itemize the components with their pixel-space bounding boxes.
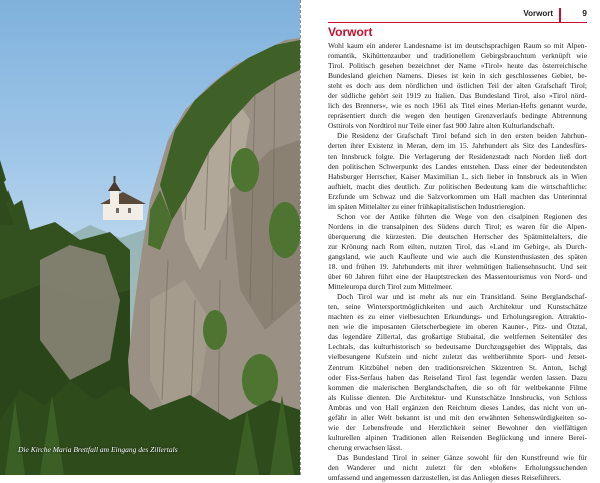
page-number: 9	[582, 8, 587, 18]
text-line: derten ihrer Existenz in Meran, dem im 15. Jahrhundert als Sitz des Landesfürs-	[328, 141, 587, 151]
text-line: als Kulisse dienten. Die Architektur- und Kunstschätze Innsbrucks, von Schloss	[328, 392, 587, 402]
text-line: machten es zu einer vielbesuchten Erkundungs- und Erholungsregion. Attraktio-	[328, 312, 587, 322]
text-line: Wohl kaum ein anderer Landesname ist im deutschsprachigen Raum so mit Alpen-	[328, 41, 587, 50]
text-line: Die Residenz der Grafschaft Tirol befand sich in den ersten beiden Jahrhun-	[337, 131, 587, 141]
text-page	[301, 0, 600, 483]
text-line: den politischen Schwerpunkt des Landes entstehen. Dass einer der bedeutendsten	[328, 161, 587, 171]
text-line: steht es doch aus dem nördlichen und östlichen Teil der alten Grafschaft Tirol;	[328, 81, 587, 91]
text-line: überquerung die kürzesten. Die deutschen Herrscher des Spätmittelalters, die	[328, 231, 587, 241]
text-line: wie der Lebensfreude und Herzlichkeit seiner Bewohner den vielfältigen	[328, 422, 587, 432]
running-head-title: Vorwort	[523, 9, 553, 18]
text-line: Tirol. Politisch gesehen bezeichnet der Name »Tirol« heute das österreichische	[328, 61, 587, 71]
text-line: vielbesungene Kufstein und nicht zuletzt das weltberühmte Sport- und Jetset-	[328, 352, 587, 362]
text-line: umfassend und angemessen darzustellen, ist das Anliegen dieses Reiseführers.	[328, 473, 561, 483]
text-line: aufhielt, macht dies deutlich. Zur politischen Bedeutung kam die wirtschaftliche:	[328, 181, 587, 191]
text-line: gangsland, wie auch Kaufleute und wie auch die Kunstenthusiasten des späten	[328, 251, 587, 261]
body-text	[328, 41, 587, 483]
chapter-title: Vorwort	[328, 25, 373, 39]
text-line: Ambras und von Hall ergänzen den Reichtum dieses Landes, das nicht von un-	[328, 402, 587, 412]
text-line: Mitteleuropa durch Tirol zum Mittelmeer.	[328, 282, 453, 292]
text-line: gefähr in aller Welt bekannt ist und mit den erwähnten Sehenswürdigkeiten so-	[328, 412, 587, 422]
text-line: ten, seine Wintersportmöglichkeiten und auch Architektur und Kunstschätze	[328, 302, 587, 312]
text-line: der südliche gehört seit 1919 zu Italien. Das Bundesland Tirol, also »Tirol nörd-	[328, 91, 587, 101]
text-line: Das Bundesland Tirol in seiner Gänze sowohl für den Kunstfreund wie für	[337, 452, 587, 462]
text-line: Bundesland gleichen Namens. Dieses ist kein in sich geschlossenes Gebiet, be-	[328, 71, 587, 81]
photo-illustration	[0, 0, 300, 475]
text-line: Osttirols von Nordtirol nur Teile einer fast 900 Jahre alten Kulturlandschaft.	[328, 121, 555, 131]
text-line: Schon vor der Antike führten die Wege von den cisalpinen Regionen des	[337, 211, 587, 221]
text-line: cherung erwachsen lässt.	[328, 442, 403, 452]
text-line: 18. und frühen 19. Jahrhunderts mit ihrer wehmütigen Italiensehnsucht. Und seit	[328, 262, 587, 272]
text-line: das legendäre Zillertal, das großartige Stubaital, die weltfernen Seitentäler des	[328, 332, 587, 342]
text-line: den Wanderer und nicht zuletzt für den »bloßen« Erholungssuchenden	[328, 462, 587, 472]
photo-caption: Die Kirche Maria Brettfall am Eingang des Zillertals	[18, 445, 178, 454]
text-line: Lechtals, das kulturhistorisch so bedeutsame Durchzugsgebiet des Wipptals, das	[328, 342, 587, 352]
text-line: ten Innsbruck folgte. Die Verlagerung der Residenzstadt nach Norden ließ dort	[328, 151, 587, 161]
text-line: Habsburger Herrscher, Kaiser Maximilian I., sich lieber in Innsbruck als in Wien	[328, 171, 587, 181]
church	[100, 176, 146, 220]
text-line: oder Fiss-Serfaus haben das Reiseland Tirol fast legendär werden lassen. Dazu	[328, 372, 587, 382]
text-line: im späten Mittelalter zu einer frühkapitalistischen Industrieregion.	[328, 201, 526, 211]
text-line: nen wie die imposanten Gletscherbegiete im oberen Kauner-, Pitz- und Ötztal,	[328, 322, 587, 332]
text-line: kommen die malerischen Berglandschaften, die so oft für weltbekannte Filme	[328, 382, 587, 392]
text-line: lich des Brenners«, wie es noch 1961 als Titel eines Merian-Hefts genannt wurde,	[328, 101, 587, 111]
photo-maria-brettfall	[0, 0, 300, 475]
text-line: kulturellen alpinen Traditionen allen Reisenden Beglückung und innere Berei-	[328, 432, 587, 442]
text-line: repräsentiert durch die wegen den heutigen Grenzverlaufs bedingte Abtrennung	[328, 111, 587, 121]
text-line: romantik, Skihüttenzauber und traditionellem Gebirgsbrauchtum verknüpft wie	[328, 51, 587, 61]
text-line: Erzfunde um Schwaz und die Salzvorkommen um Hall machten das Unterinntal	[328, 191, 587, 201]
text-line: Zentrum Kitzbühel neben den traditionsreichen Skizentren St. Anton, Ischgl	[328, 362, 587, 372]
running-head	[328, 8, 587, 23]
running-head-divider	[559, 8, 561, 22]
text-line: Doch Tirol war und ist mehr als nur ein Transitland. Seine Berglandschaf-	[337, 292, 587, 302]
text-line: über 60 Jahren führt eine der Hauptstrecken des Massentourismus von Nord- und	[328, 272, 587, 282]
text-line: zur Krönung nach Rom eilten, nutzten Tirol, das »Land im Gebirg«, als Durch-	[328, 241, 587, 251]
text-line: Nordens in die transalpinen des Südens durch Tirol; es waren für die Alpen-	[328, 221, 587, 231]
